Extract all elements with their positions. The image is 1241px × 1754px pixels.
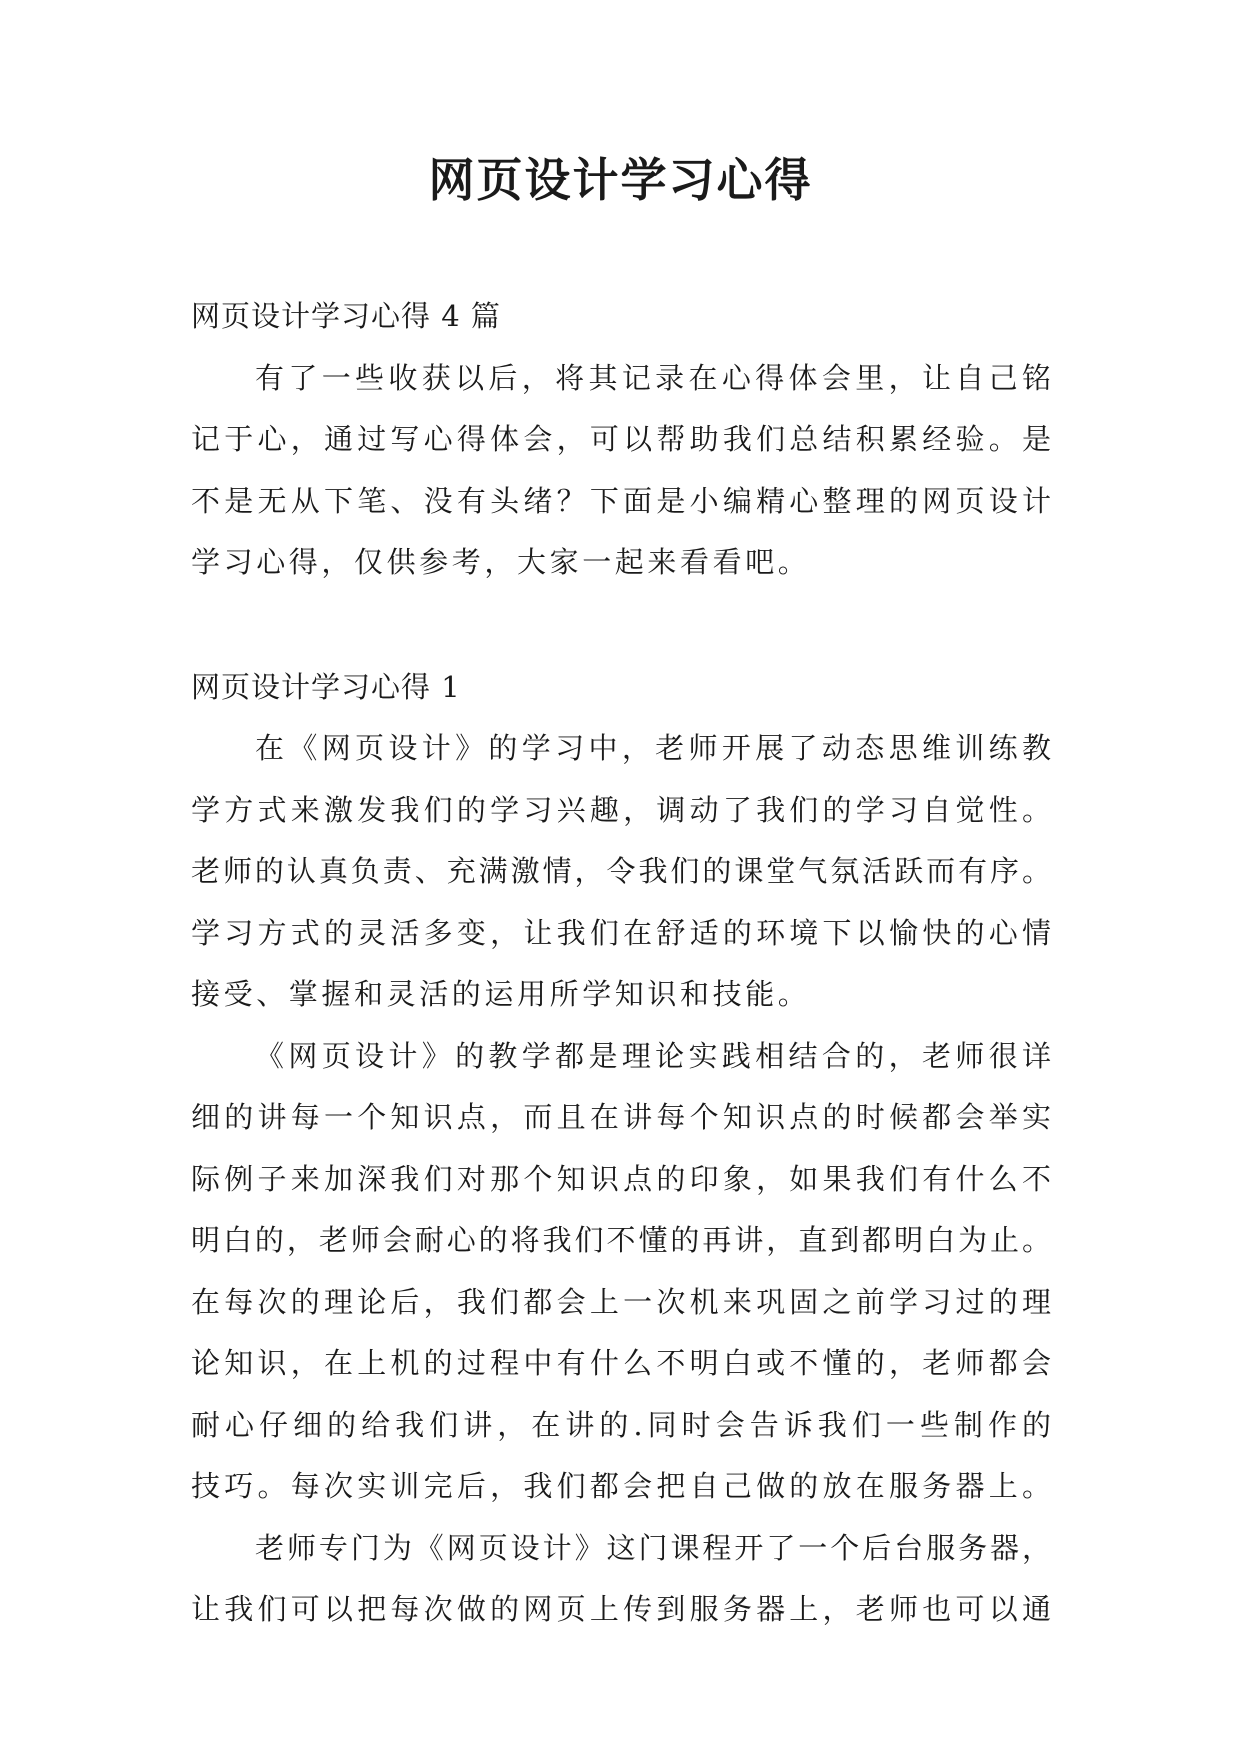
section1-paragraph-1 [191, 718, 1051, 1026]
text-line: 学方式来激发我们的学习兴趣，调动了我们的学习自觉性。 [191, 792, 1051, 827]
intro-paragraph [191, 348, 1051, 594]
text-line: 老师专门为《网页设计》这门课程开了一个后台服务器， [255, 1530, 1051, 1565]
document-title: 网页设计学习心得 [428, 153, 813, 207]
text-line: 有了一些收获以后，将其记录在心得体会里，让自己铭 [255, 360, 1051, 395]
text-line: 细的讲每一个知识点，而且在讲每个知识点的时候都会举实 [191, 1100, 1051, 1134]
text-line: 在《网页设计》的学习中，老师开展了动态思维训练教 [255, 731, 1051, 765]
text-line: 不是无从下笔、没有头绪？下面是小编精心整理的网页设计 [191, 483, 1051, 518]
text-line: 明白的，老师会耐心的将我们不懂的再讲，直到都明白为止。 [191, 1223, 1051, 1257]
text-line: 在每次的理论后，我们都会上一次机来巩固之前学习过的理 [191, 1284, 1051, 1319]
section-gap [191, 594, 1051, 657]
text-line: 记于心，通过写心得体会，可以帮助我们总结积累经验。是 [191, 422, 1051, 456]
text-line: 接受、掌握和灵活的运用所学知识和技能。 [191, 977, 811, 1011]
text-line: 学习心得，仅供参考，大家一起来看看吧。 [191, 545, 811, 579]
text-line: 让我们可以把每次做的网页上传到服务器上，老师也可以通 [191, 1592, 1051, 1626]
text-line: 技巧。每次实训完后，我们都会把自己做的放在服务器上。 [191, 1469, 1051, 1503]
section1-paragraph-3 [191, 1518, 1051, 1641]
text-line: 耐心仔细的给我们讲，在讲的.同时会告诉我们一些制作的 [191, 1407, 1051, 1442]
section1-heading: 网页设计学习心得 1 [191, 669, 461, 704]
text-line: 论知识，在上机的过程中有什么不明白或不懂的，老师都会 [191, 1346, 1051, 1380]
text-line: 学习方式的灵活多变，让我们在舒适的环境下以愉快的心情 [191, 915, 1051, 950]
section1-paragraph-2 [191, 1026, 1051, 1518]
text-line: 老师的认真负责、充满激情，令我们的课堂气氛活跃而有序。 [191, 854, 1051, 888]
text-line: 《网页设计》的教学都是理论实践相结合的，老师很详 [255, 1038, 1051, 1073]
document-body [191, 286, 1051, 1641]
text-line: 际例子来加深我们对那个知识点的印象，如果我们有什么不 [191, 1161, 1051, 1196]
intro-heading: 网页设计学习心得 4 篇 [191, 299, 501, 333]
